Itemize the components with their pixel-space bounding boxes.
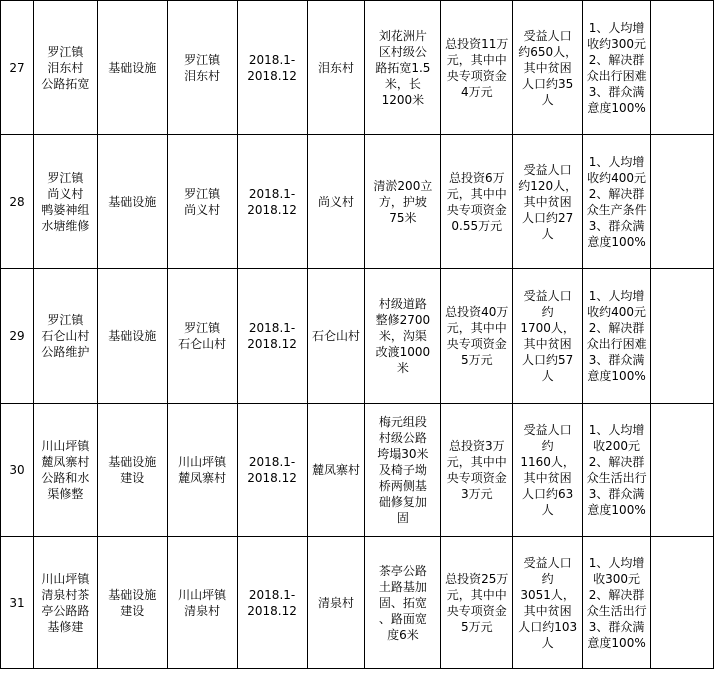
table-row (1, 1, 714, 135)
row-number: 31 (1, 537, 34, 669)
row-number: 28 (1, 135, 34, 269)
row-number: 30 (1, 404, 34, 537)
blank-cell (651, 135, 714, 269)
project-location: 罗江镇 尚义村 (167, 135, 237, 269)
expected-benefit: 1、人均增 收约400元 2、解决群 众生产条件 3、群众满 意度100% (583, 135, 651, 269)
project-location: 罗江镇 泪东村 (167, 1, 237, 135)
blank-cell (651, 269, 714, 404)
project-village: 清泉村 (307, 537, 365, 669)
blank-cell (651, 537, 714, 669)
project-period: 2018.1- 2018.12 (237, 404, 307, 537)
expected-benefit: 1、人均增 收约300元 2、解决群 众出行困难 3、群众满 意度100% (583, 1, 651, 135)
project-type: 基础设施 建设 (97, 404, 167, 537)
beneficiaries: 受益人口 约650人， 其中贫困 人口约35 人 (513, 1, 583, 135)
construction-content: 梅元组段 村级公路 垮塌30米 及椅子坳 桥两侧基 础修复加 固 (365, 404, 441, 537)
project-village: 石仑山村 (307, 269, 365, 404)
project-period: 2018.1- 2018.12 (237, 537, 307, 669)
project-type: 基础设施 (97, 135, 167, 269)
project-village: 尚义村 (307, 135, 365, 269)
blank-cell (651, 1, 714, 135)
project-period: 2018.1- 2018.12 (237, 269, 307, 404)
construction-content: 村级道路 整修2700 米，沟渠 改渡1000 米 (365, 269, 441, 404)
construction-content: 刘花洲片 区村级公 路拓宽1.5 米，长 1200米 (365, 1, 441, 135)
project-period: 2018.1- 2018.12 (237, 135, 307, 269)
beneficiaries: 受益人口 约 3051人， 其中贫困 人口约103 人 (513, 537, 583, 669)
project-type: 基础设施 (97, 1, 167, 135)
table-row (1, 135, 714, 269)
project-name: 罗江镇 石仑山村 公路维护 (33, 269, 97, 404)
project-location: 川山坪镇 清泉村 (167, 537, 237, 669)
project-period: 2018.1- 2018.12 (237, 1, 307, 135)
project-type: 基础设施 建设 (97, 537, 167, 669)
beneficiaries: 受益人口 约 1160人， 其中贫困 人口约63 人 (513, 404, 583, 537)
project-village: 泪东村 (307, 1, 365, 135)
row-number: 29 (1, 269, 34, 404)
project-village: 麓凤寨村 (307, 404, 365, 537)
project-location: 川山坪镇 麓凤寨村 (167, 404, 237, 537)
table-row (1, 269, 714, 404)
beneficiaries: 受益人口 约 1700人， 其中贫困 人口约57 人 (513, 269, 583, 404)
project-name: 罗江镇 泪东村 公路拓宽 (33, 1, 97, 135)
row-number: 27 (1, 1, 34, 135)
construction-content: 清淤200立 方，护坡 75米 (365, 135, 441, 269)
project-type: 基础设施 (97, 269, 167, 404)
construction-content: 茶亭公路 土路基加 固、拓宽 、路面宽 度6米 (365, 537, 441, 669)
project-name: 川山坪镇 麓凤寨村 公路和水 渠修整 (33, 404, 97, 537)
funding: 总投资3万 元，其中中 央专项资金 3万元 (441, 404, 513, 537)
expected-benefit: 1、人均增 收200元 2、解决群 众生活出行 3、群众满 意度100% (583, 404, 651, 537)
funding: 总投资40万 元，其中中 央专项资金 5万元 (441, 269, 513, 404)
funding: 总投资6万 元，其中中 央专项资金 0.55万元 (441, 135, 513, 269)
project-name: 罗江镇 尚义村 鸭婆神组 水塘维修 (33, 135, 97, 269)
beneficiaries: 受益人口 约120人， 其中贫困 人口约27 人 (513, 135, 583, 269)
project-name: 川山坪镇 清泉村茶 亭公路路 基修建 (33, 537, 97, 669)
expected-benefit: 1、人均增 收约400元 2、解决群 众出行困难 3、群众满 意度100% (583, 269, 651, 404)
funding: 总投资11万 元，其中中 央专项资金 4万元 (441, 1, 513, 135)
table-row (1, 537, 714, 669)
funding: 总投资25万 元，其中中 央专项资金 5万元 (441, 537, 513, 669)
project-location: 罗江镇 石仑山村 (167, 269, 237, 404)
blank-cell (651, 404, 714, 537)
expected-benefit: 1、人均增 收300元 2、解决群 众生活出行 3、群众满 意度100% (583, 537, 651, 669)
table-row (1, 404, 714, 537)
